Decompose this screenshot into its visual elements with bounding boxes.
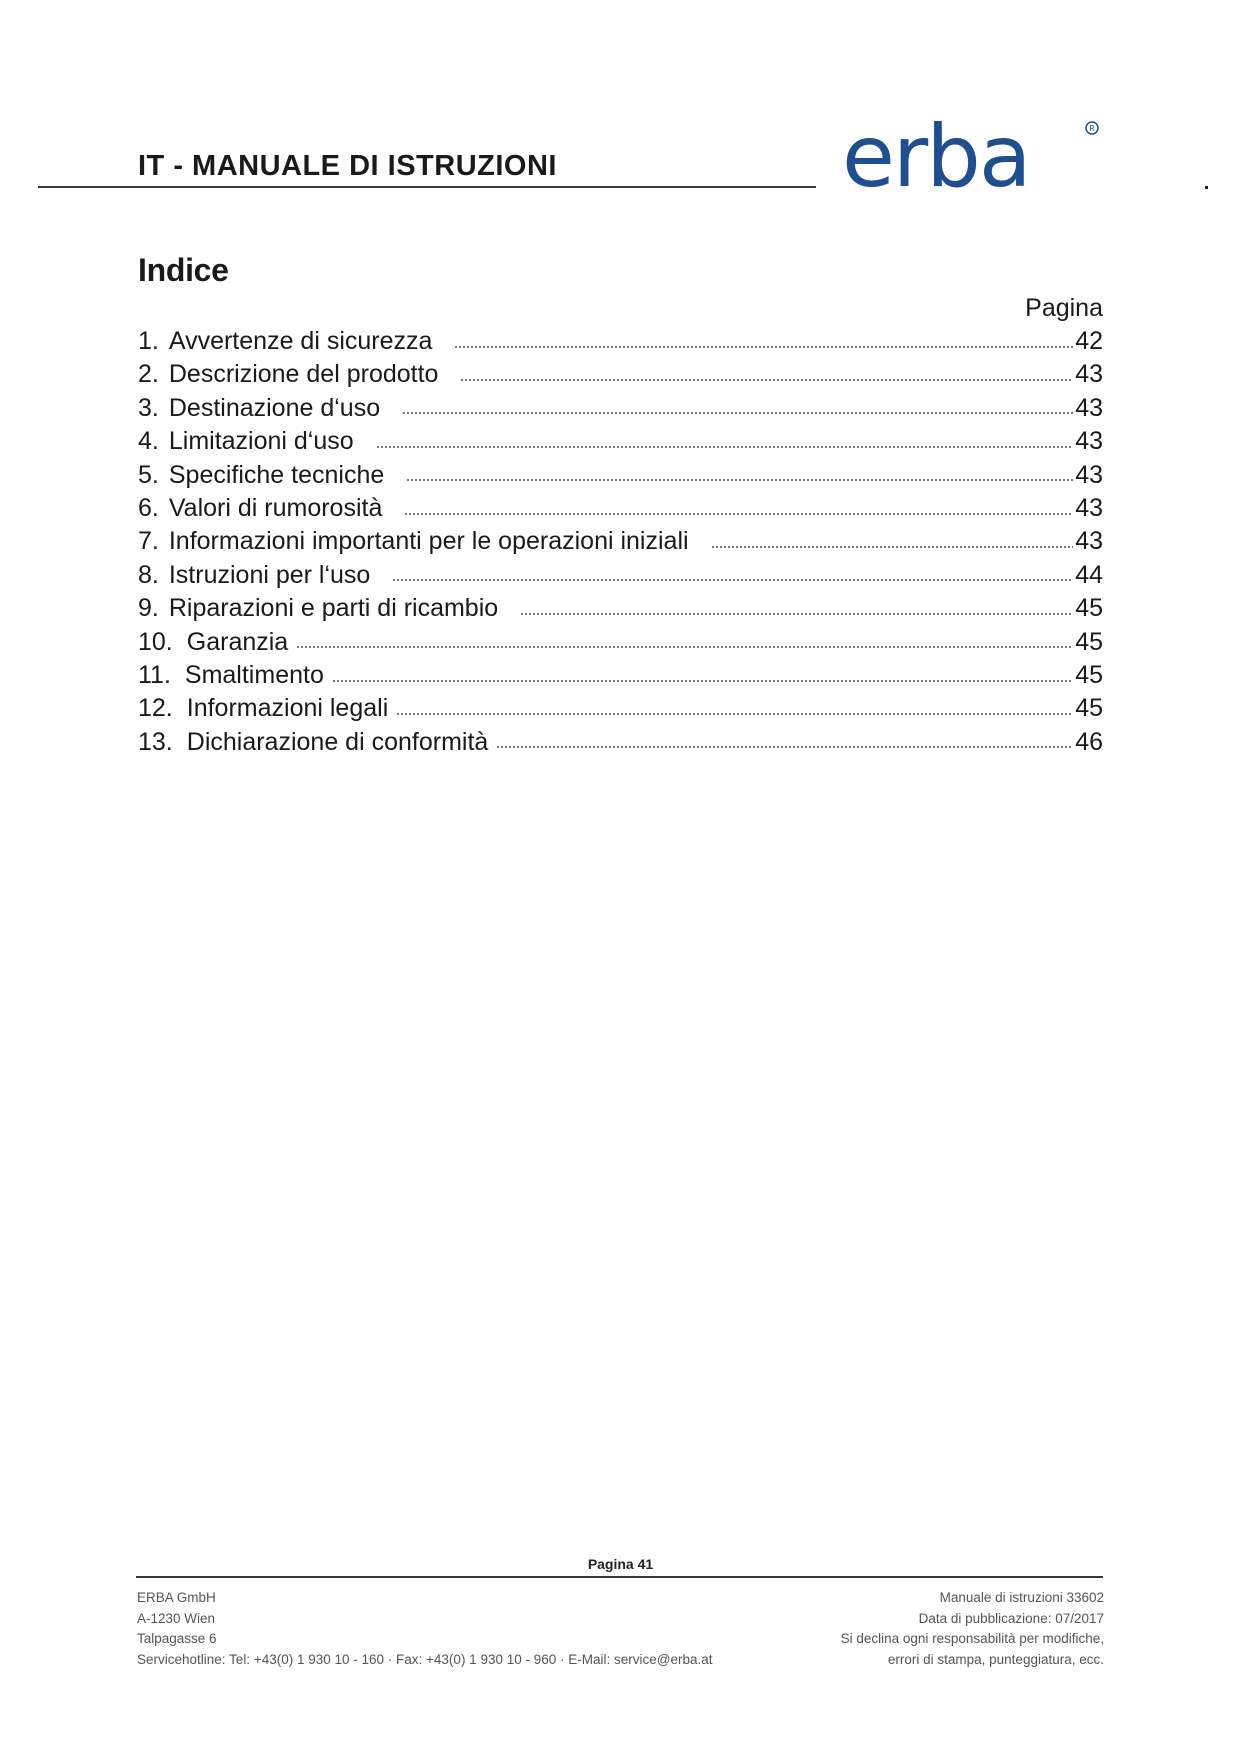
toc-entry-page: 43 bbox=[1075, 360, 1103, 389]
footer-manual-info bbox=[841, 1588, 1104, 1670]
footer-company-info bbox=[137, 1588, 713, 1670]
toc-entry[interactable] bbox=[138, 358, 1103, 391]
toc-entry-label: Riparazioni e parti di ricambio bbox=[168, 594, 499, 623]
toc-entry[interactable] bbox=[138, 659, 1103, 692]
document-title: IT - MANUALE DI ISTRUZIONI bbox=[138, 150, 557, 182]
toc-entry-page: 46 bbox=[1075, 727, 1103, 756]
toc-entry-number: 1. bbox=[138, 327, 159, 355]
toc-entry-number: 4. bbox=[138, 427, 159, 456]
toc-entry[interactable] bbox=[138, 525, 1103, 558]
footer-disclaimer-line-1: Si declina ogni responsabilità per modifiche, bbox=[840, 1631, 1104, 1646]
toc-entry[interactable] bbox=[138, 559, 1103, 592]
toc-entry-number: 9. bbox=[138, 594, 159, 623]
toc-entry-label: Destinazione d‘uso bbox=[168, 393, 381, 422]
toc-entry-page: 45 bbox=[1075, 594, 1103, 623]
dot-leader bbox=[404, 513, 1073, 515]
toc-entry-label: Limitazioni d‘uso bbox=[168, 427, 354, 456]
dot-leader bbox=[711, 546, 1074, 548]
toc-entry-page: 43 bbox=[1075, 393, 1103, 422]
toc-entry-label: Dichiarazione di conformità bbox=[186, 727, 489, 756]
toc-entry[interactable] bbox=[138, 492, 1103, 525]
dot-leader bbox=[454, 346, 1073, 348]
toc-entry-page: 43 bbox=[1075, 493, 1103, 522]
toc-entry[interactable] bbox=[138, 459, 1103, 492]
toc-entry[interactable] bbox=[138, 592, 1103, 625]
header-rule bbox=[38, 186, 816, 188]
table-of-contents bbox=[138, 325, 1103, 759]
toc-entry-number: 12. bbox=[138, 694, 173, 723]
toc-entry-label: Informazioni legali bbox=[186, 694, 389, 723]
page-column-label: Pagina bbox=[1025, 294, 1103, 322]
toc-entry-page: 42 bbox=[1075, 327, 1103, 355]
dot-leader bbox=[496, 746, 1073, 748]
erba-logo bbox=[842, 120, 1118, 196]
toc-entry-label: Descrizione del prodotto bbox=[168, 360, 439, 389]
toc-entry-number: 11. bbox=[138, 660, 171, 689]
dot-leader bbox=[332, 680, 1073, 682]
toc-entry-label: Informazioni importanti per le operazioni iniziali bbox=[168, 527, 689, 556]
toc-entry[interactable] bbox=[138, 425, 1103, 458]
dot-leader bbox=[376, 446, 1074, 448]
dot-leader bbox=[406, 479, 1073, 481]
toc-entry-page: 43 bbox=[1075, 427, 1103, 456]
toc-entry-number: 6. bbox=[138, 493, 159, 522]
toc-entry[interactable] bbox=[138, 626, 1103, 659]
toc-entry-number: 10. bbox=[138, 627, 173, 656]
logo-wordmark: erba bbox=[842, 120, 1030, 196]
toc-entry[interactable] bbox=[138, 325, 1103, 358]
toc-entry[interactable] bbox=[138, 692, 1103, 725]
dot-leader bbox=[402, 412, 1073, 414]
footer-street: Talpagasse 6 bbox=[137, 1631, 217, 1646]
dot-leader bbox=[396, 713, 1073, 715]
toc-entry-page: 44 bbox=[1075, 560, 1103, 589]
toc-entry-label: Garanzia bbox=[186, 627, 289, 656]
toc-entry-page: 43 bbox=[1075, 527, 1103, 556]
toc-entry-number: 3. bbox=[138, 393, 159, 422]
toc-entry-label: Istruzioni per l‘uso bbox=[168, 560, 371, 589]
toc-entry-number: 13. bbox=[138, 727, 173, 756]
toc-entry-page: 43 bbox=[1075, 460, 1103, 489]
footer-manual-number: Manuale di istruzioni 33602 bbox=[939, 1590, 1104, 1605]
toc-entry-page: 45 bbox=[1075, 660, 1103, 689]
toc-entry-label: Valori di rumorosità bbox=[168, 493, 383, 522]
toc-entry-page: 45 bbox=[1075, 627, 1103, 656]
dot-leader bbox=[460, 379, 1073, 381]
toc-entry-label: Smaltimento bbox=[184, 660, 324, 689]
toc-entry[interactable] bbox=[138, 726, 1103, 759]
footer-disclaimer-line-2: errori di stampa, punteggiatura, ecc. bbox=[887, 1651, 1104, 1667]
dot-leader bbox=[392, 579, 1073, 581]
footer-rule bbox=[136, 1576, 1103, 1578]
toc-entry-number: 7. bbox=[138, 527, 159, 556]
toc-heading: Indice bbox=[138, 252, 229, 288]
toc-entry-number: 8. bbox=[138, 560, 159, 589]
footer-publication-date: Data di pubblicazione: 07/2017 bbox=[918, 1610, 1104, 1626]
dot-leader bbox=[520, 613, 1073, 615]
footer-page-number: Pagina 41 bbox=[587, 1556, 654, 1572]
toc-entry-label: Avvertenze di sicurezza bbox=[168, 327, 433, 355]
footer-city: A-1230 Wien bbox=[137, 1610, 216, 1626]
toc-entry-number: 2. bbox=[138, 360, 159, 389]
footer-company: ERBA GmbH bbox=[137, 1590, 216, 1605]
toc-entry[interactable] bbox=[138, 392, 1103, 425]
toc-entry-page: 45 bbox=[1075, 694, 1103, 723]
dot-leader bbox=[296, 646, 1073, 648]
registered-mark-letter: R bbox=[1089, 124, 1095, 133]
corner-mark bbox=[1205, 186, 1208, 189]
footer-hotline: Servicehotline: Tel: +43(0) 1 930 10 - 160 · Fax: +43(0) 1 930 10 - 960 · E-Mail: service@erba.at bbox=[137, 1651, 713, 1667]
toc-entry-number: 5. bbox=[138, 460, 159, 489]
toc-entry-label: Specifiche tecniche bbox=[168, 460, 385, 489]
